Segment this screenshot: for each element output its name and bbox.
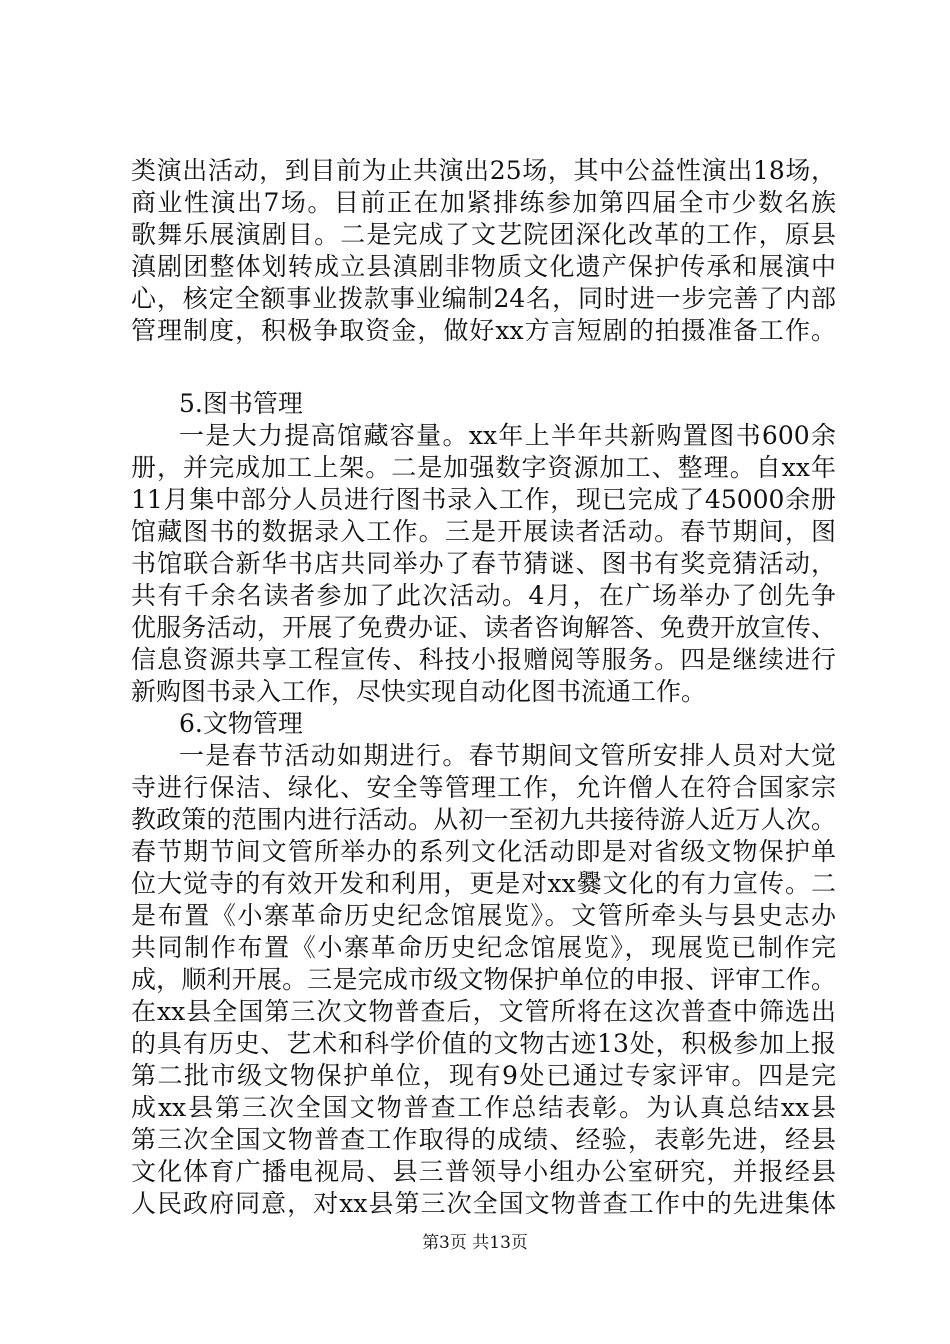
text-line: 优服务活动，开展了免费办证、读者咨询解答、免费开放宣传、: [131, 613, 836, 642]
text-line: 寺进行保洁、绿化、安全等管理工作，允许僧人在符合国家宗: [131, 773, 836, 802]
document-body: [131, 155, 836, 1220]
text-line: 新购图书录入工作，尽快实现自动化图书流通工作。: [131, 677, 707, 706]
section-heading-relics: 6.文物管理: [179, 709, 303, 738]
text-line: 管理制度，积极争取资金，做好xx方言短剧的拍摄准备工作。: [131, 316, 836, 345]
text-line: 是布置《小寨革命历史纪念馆展览》。文管所牵头与县史志办: [131, 901, 836, 930]
text-line: 商业性演出7场。目前正在加紧排练参加第四届全市少数名族: [131, 188, 836, 217]
section-heading-library: 5.图书管理: [179, 389, 303, 418]
text-line: 信息资源共享工程宣传、科技小报赠阅等服务。四是继续进行: [131, 645, 836, 674]
text-line: 成，顺利开展。三是完成市级文物保护单位的申报、评审工作。: [131, 965, 836, 994]
text-line: 11月集中部分人员进行图书录入工作，现已完成了45000余册: [131, 485, 836, 514]
text-line: 教政策的范围内进行活动。从初一至初九共接待游人近万人次。: [131, 805, 836, 834]
text-line: 第二批市级文物保护单位，现有9处已通过专家评审。四是完: [131, 1061, 836, 1090]
paragraph-spacer: [131, 347, 836, 388]
text-line: 滇剧团整体划转成立县滇剧非物质文化遗产保护传承和展演中: [131, 252, 836, 281]
text-line: 人民政府同意，对xx县第三次全国文物普查工作中的先进集体: [131, 1189, 836, 1218]
text-line: 馆藏图书的数据录入工作。三是开展读者活动。春节期间，图: [131, 517, 836, 546]
text-line: 在xx县全国第三次文物普查后，文管所将在这次普查中筛选出: [131, 997, 836, 1026]
text-line: 位大觉寺的有效开发和利用，更是对xx爨文化的有力宣传。二: [131, 869, 836, 898]
text-line: 共有千余名读者参加了此次活动。4月，在广场举办了创先争: [131, 581, 836, 610]
text-line: 春节期节间文管所举办的系列文化活动即是对省级文物保护单: [131, 837, 836, 866]
text-line: 文化体育广播电视局、县三普领导小组办公室研究，并报经县: [131, 1157, 836, 1186]
text-line: 类演出活动，到目前为止共演出25场，其中公益性演出18场，: [131, 156, 836, 185]
text-line: 第三次全国文物普查工作取得的成绩、经验，表彰先进，经县: [131, 1125, 836, 1154]
text-line: 的具有历史、艺术和科学价值的文物古迹13处，积极参加上报: [131, 1029, 836, 1058]
page-number-footer: 第3页 共13页: [422, 1233, 528, 1253]
text-line: 书馆联合新华书店共同举办了春节猜谜、图书有奖竞猜活动，: [131, 549, 836, 578]
paragraph-library: [131, 420, 836, 708]
paragraph-performance: [131, 155, 836, 347]
text-line: 共同制作布置《小寨革命历史纪念馆展览》，现展览已制作完: [131, 933, 836, 962]
text-line: 心，核定全额事业拨款事业编制24名，同时进一步完善了内部: [131, 284, 836, 313]
text-line: 一是大力提高馆藏容量。xx年上半年共新购置图书600余: [179, 421, 836, 450]
paragraph-relics: [131, 740, 836, 1220]
text-line: 册，并完成加工上架。二是加强数字资源加工、整理。自xx年: [131, 453, 836, 482]
text-line: 成xx县第三次全国文物普查工作总结表彰。为认真总结xx县: [131, 1093, 836, 1122]
text-line: 歌舞乐展演剧目。二是完成了文艺院团深化改革的工作，原县: [131, 220, 836, 249]
text-line: 一是春节活动如期进行。春节期间文管所安排人员对大觉: [179, 741, 836, 770]
